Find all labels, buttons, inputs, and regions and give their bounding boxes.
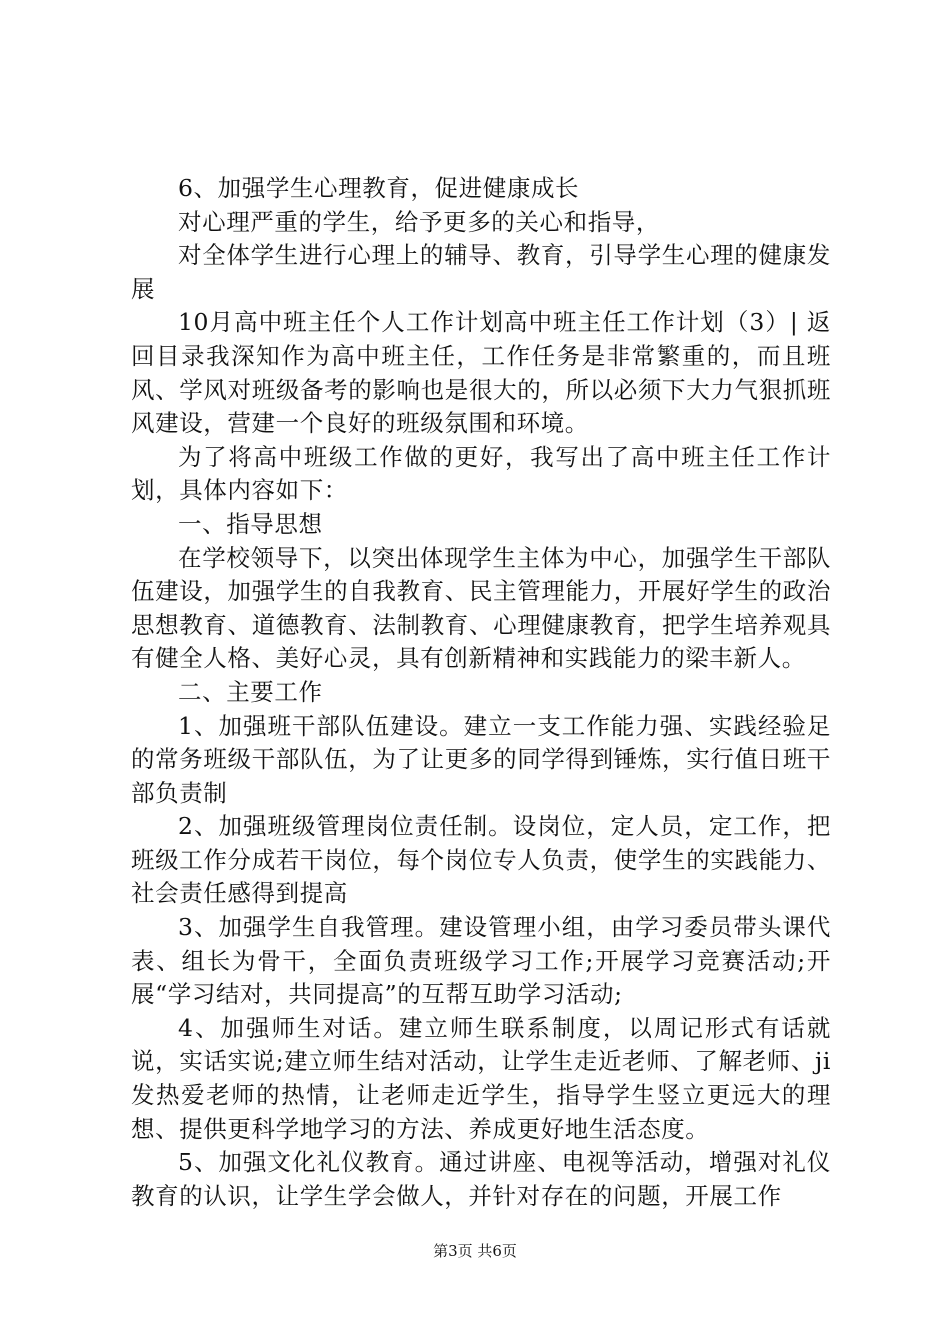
paragraph: 10月高中班主任个人工作计划高中班主任工作计划（3）| 返回目录我深知作为高中班主任，工作任务是非常繁重的，而且班风、学风对班级备考的影响也是很大的，所以必须下大力气狠抓班风建设，营建一个良好的班级氛围和环境。 bbox=[131, 308, 831, 438]
document-body bbox=[131, 172, 831, 1213]
section-heading-guiding-ideology: 一、指导思想 bbox=[178, 509, 323, 538]
section-heading-main-work: 二、主要工作 bbox=[178, 677, 323, 706]
list-item: 2、加强班级管理岗位责任制。设岗位，定人员，定工作，把班级工作分成若干岗位，每个岗位专人负责，使学生的实践能力、社会责任感得到提高 bbox=[131, 812, 831, 908]
list-item: 5、加强文化礼仪教育。通过讲座、电视等活动，增强对礼仪教育的认识，让学生学会做人，并针对存在的问题，开展工作 bbox=[131, 1148, 831, 1210]
paragraph-heading-6: 6、加强学生心理教育，促进健康成长 bbox=[178, 174, 580, 202]
paragraph: 为了将高中班级工作做的更好，我写出了高中班主任工作计划，具体内容如下： bbox=[131, 442, 831, 505]
paragraph: 在学校领导下，以突出体现学生主体为中心，加强学生干部队伍建设，加强学生的自我教育、民主管理能力，开展好学生的政治思想教育、道德教育、法制教育、心理健康教育，把学生培养观具有健全人格、美好心灵，具有创新精神和实践能力的梁丰新人。 bbox=[131, 543, 831, 673]
list-item: 1、加强班干部队伍建设。建立一支工作能力强、实践经验足的常务班级干部队伍，为了让更多的同学得到锤炼，实行值日班干部负责制 bbox=[131, 711, 831, 807]
paragraph: 对心理严重的学生，给予更多的关心和指导， bbox=[178, 207, 660, 236]
list-item: 4、加强师生对话。建立师生联系制度，以周记形式有话就说，实话实说;建立师生结对活动，让学生走近老师、了解老师、ji 发热爱老师的热情，让老师走近学生，指导学生竖立更远大的理想、提供更科学地学习的方法、养成更好地生活态度。 bbox=[131, 1013, 831, 1143]
paragraph: 对全体学生进行心理上的辅导、教育，引导学生心理的健康发展 bbox=[131, 241, 831, 303]
page-number-footer: 第3页 共6页 bbox=[433, 1242, 517, 1260]
list-item: 3、加强学生自我管理。建设管理小组，由学习委员带头课代表、组长为骨干，全面负责班级学习工作;开展学习竞赛活动;开展“学习结对，共同提高”的互帮互助学习活动; bbox=[131, 913, 831, 1009]
